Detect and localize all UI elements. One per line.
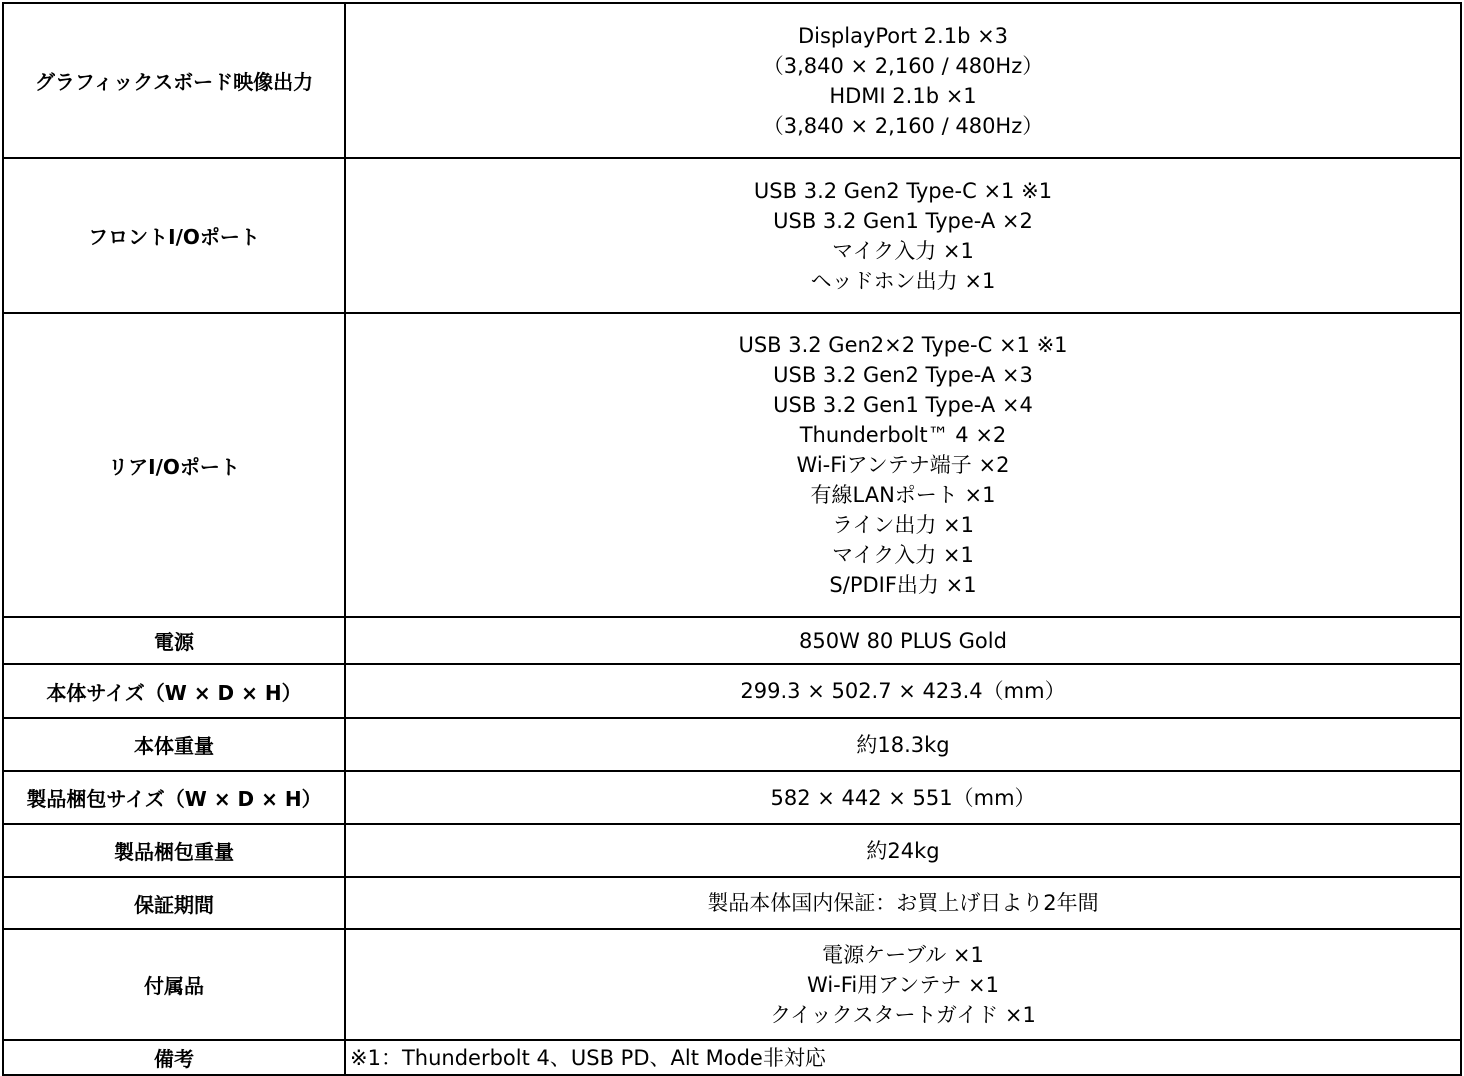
row-value xyxy=(345,929,1461,1040)
row-label: グラフィックスボード映像出力 xyxy=(3,3,345,158)
row-label: フロントI/Oポート xyxy=(3,158,345,313)
value-line: （3,840 × 2,160 / 480Hz） xyxy=(762,53,1044,78)
value-line: ヘッドホン出力 ×1 xyxy=(810,268,996,293)
table-row xyxy=(3,771,1461,824)
table-row xyxy=(3,617,1461,664)
value-line: Wi-Fi用アンテナ ×1 xyxy=(807,972,999,997)
value-line: 約18.3kg xyxy=(856,732,950,757)
table-row xyxy=(3,718,1461,771)
value-line: ※1：Thunderbolt 4、USB PD、Alt Mode非対応 xyxy=(350,1045,826,1070)
row-value xyxy=(345,877,1461,929)
row-value xyxy=(345,824,1461,877)
table-row xyxy=(3,313,1461,617)
value-line: （3,840 × 2,160 / 480Hz） xyxy=(762,113,1044,138)
value-line: 製品本体国内保証：お買上げ日より2年間 xyxy=(707,891,1099,915)
value-line: 電源ケーブル ×1 xyxy=(822,942,984,967)
value-line: USB 3.2 Gen2 Type-C ×1 ※1 xyxy=(753,178,1053,203)
row-label: 本体サイズ（W × D × H） xyxy=(3,664,345,718)
value-line: DisplayPort 2.1b ×3 xyxy=(797,23,1009,48)
value-line: マイク入力 ×1 xyxy=(832,543,974,567)
value-line: 約24kg xyxy=(866,838,940,863)
row-label: 製品梱包重量 xyxy=(3,824,345,877)
row-label: 電源 xyxy=(3,617,345,664)
value-line: 299.3 × 502.7 × 423.4（mm） xyxy=(740,679,1066,703)
value-line: 850W 80 PLUS Gold xyxy=(799,628,1007,653)
value-line: 有線LANポート ×1 xyxy=(810,483,996,507)
value-line: Thunderbolt™ 4 ×2 xyxy=(799,423,1007,447)
value-line: USB 3.2 Gen2 Type-A ×3 xyxy=(773,363,1033,387)
value-line: USB 3.2 Gen1 Type-A ×2 xyxy=(773,208,1033,233)
row-value xyxy=(345,718,1461,771)
row-value xyxy=(345,313,1461,617)
table-row xyxy=(3,824,1461,877)
row-value xyxy=(345,664,1461,718)
row-value xyxy=(345,158,1461,313)
row-label: 付属品 xyxy=(3,929,345,1040)
row-value xyxy=(345,771,1461,824)
row-value xyxy=(345,3,1461,158)
row-label: 製品梱包サイズ（W × D × H） xyxy=(3,771,345,824)
value-line: Wi-Fiアンテナ端子 ×2 xyxy=(796,453,1010,477)
value-line: USB 3.2 Gen1 Type-A ×4 xyxy=(773,393,1033,417)
table-row xyxy=(3,1040,1461,1075)
value-line: HDMI 2.1b ×1 xyxy=(829,83,977,108)
row-label: リアI/Oポート xyxy=(3,313,345,617)
spec-table xyxy=(2,2,1462,1076)
value-line: 582 × 442 × 551（mm） xyxy=(770,785,1036,810)
value-line: S/PDIF出力 ×1 xyxy=(829,573,977,597)
row-value xyxy=(345,617,1461,664)
value-line: クイックスタートガイド ×1 xyxy=(770,1002,1036,1027)
value-line: USB 3.2 Gen2×2 Type-C ×1 ※1 xyxy=(738,333,1068,357)
table-row xyxy=(3,158,1461,313)
row-label: 保証期間 xyxy=(3,877,345,929)
row-label: 備考 xyxy=(3,1040,345,1075)
table-row xyxy=(3,929,1461,1040)
table-row xyxy=(3,664,1461,718)
value-line: ライン出力 ×1 xyxy=(831,513,974,537)
row-label: 本体重量 xyxy=(3,718,345,771)
table-row xyxy=(3,877,1461,929)
row-value xyxy=(345,1040,1461,1075)
value-line: マイク入力 ×1 xyxy=(832,238,974,263)
table-row xyxy=(3,3,1461,158)
